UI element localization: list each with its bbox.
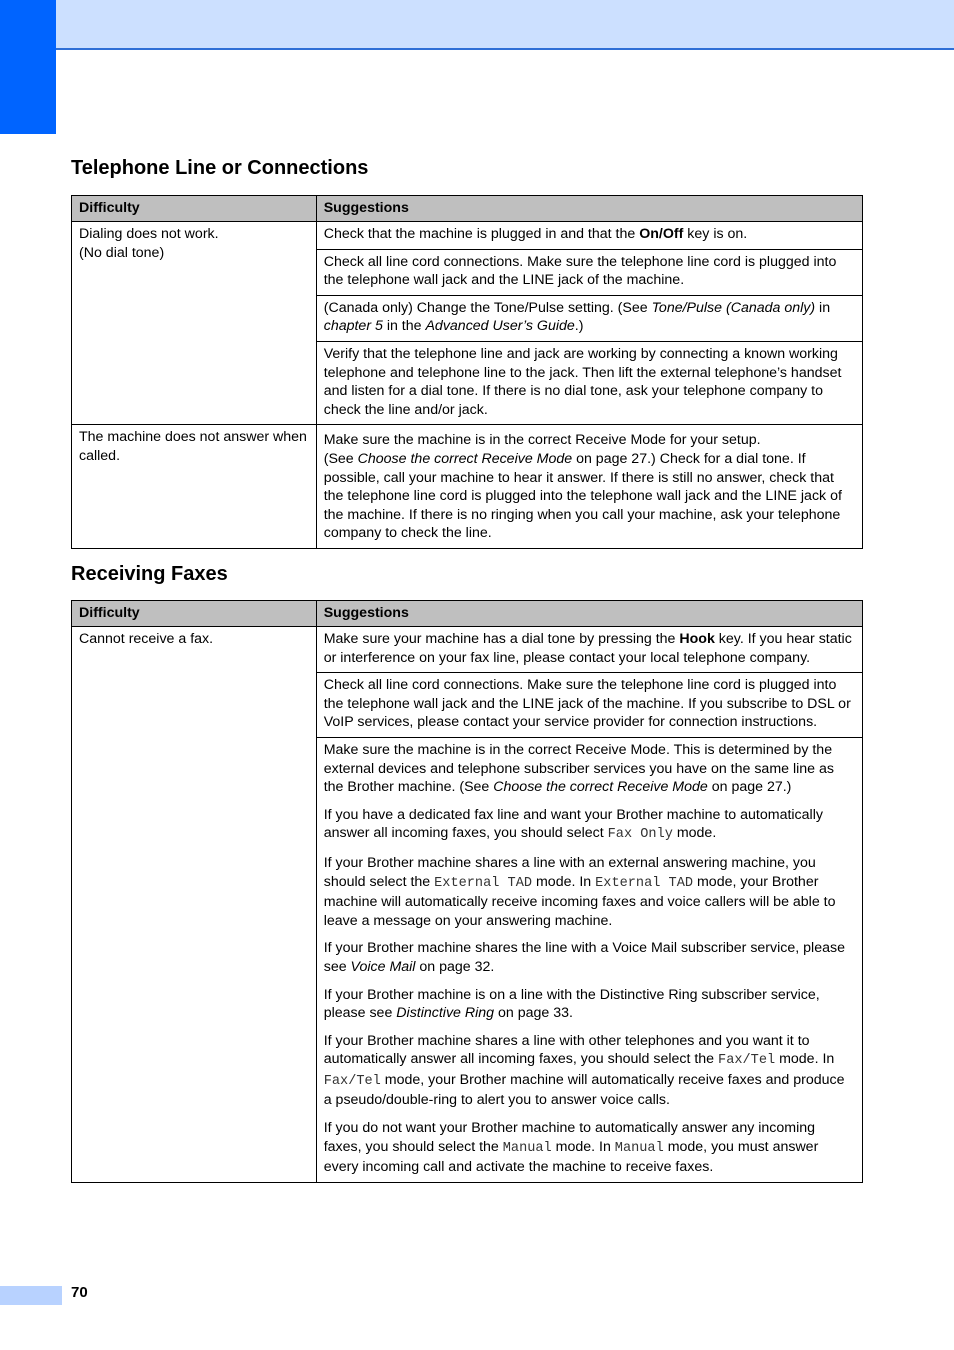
text: If you do not want your Brother machine to automatically answer any incoming faxes, you should select the: [323, 1120, 816, 1155]
column-header-difficulty: Difficulty: [72, 601, 317, 627]
text: on page 33.: [494, 1005, 573, 1022]
suggestion-cell: [316, 627, 862, 673]
text: mode. In: [532, 873, 596, 890]
section-title-telephone: Telephone Line or Connections: [71, 157, 369, 179]
reference: chapter 5: [323, 318, 383, 335]
text: Make sure your machine has a dial tone by pressing the: [323, 631, 680, 647]
suggestion-cell: Verify that the telephone line and jack are working by connecting a known working telephone and telephone line to the jack. Then lift the external telephone’s handset and listen for a dial tone. If there is no dial tone, ask your telephone company to check the line and/or jack.: [316, 341, 862, 424]
text: If your Brother machine shares the line with a Voice Mail subscriber service, please see: [323, 940, 845, 975]
text: If you have a dedicated fax line and want your Brother machine to automatically answer all incoming faxes, you should select: [323, 806, 823, 842]
text: mode. In: [551, 1138, 615, 1155]
suggestion-cell: [316, 295, 862, 341]
suggestion-cell: [316, 222, 862, 250]
text: .): [574, 318, 584, 335]
text: on page 27.) Check for a dial tone. If possible, call your machine to hear it answer. If there is still no answer, check that the telephone line cord is plugged into the telephone wall jack and the LINE jack of the machine. If there is no ringing when you call your machine, ask your telephone company to check the line.: [323, 450, 842, 542]
text: If your Brother machine shares a line with other telephones and you want it to automatically answer all incoming faxes, you should select the: [323, 1032, 810, 1068]
reference: Distinctive Ring: [396, 1005, 495, 1022]
suggestion-cell: Check all line cord connections. Make sure the telephone line cord is plugged into the telephone wall jack and the LINE jack of the machine.: [316, 249, 862, 295]
suggestion-cell: [316, 425, 862, 549]
paragraph: [324, 939, 856, 976]
page-number-tab: [0, 1286, 62, 1305]
text: If your Brother machine shares a line with an external answering machine, you should select the: [323, 854, 816, 890]
key-name: Hook: [679, 631, 715, 647]
table-row: [72, 222, 863, 250]
reference: Advanced User’s Guide: [425, 318, 575, 335]
mode-name: External TAD: [595, 875, 694, 891]
text: key. If you hear static or interference on your fax line, please contact your local telephone company.: [323, 631, 852, 666]
suggestion-cell: Check all line cord connections. Make sure the telephone line cord is plugged into the telephone wall jack and the LINE jack of the machine. If you subscribe to DSL or VoIP services, please contact your service provider for connection instructions.: [316, 673, 862, 738]
mode-name: Fax/Tel: [718, 1053, 776, 1069]
header-band: [0, 0, 954, 50]
difficulty-cell: The machine does not answer when called.: [72, 425, 317, 549]
text: on page 27.): [707, 779, 792, 796]
column-header-difficulty: Difficulty: [72, 196, 317, 222]
telephone-troubleshooting-table: [71, 195, 863, 549]
text: mode, your Brother machine will automatically receive faxes and produce a pseudo/double-ring to alert you to answer voice calls.: [323, 1071, 845, 1109]
text: Make sure the machine is in the correct Receive Mode for your setup.: [323, 432, 761, 449]
text: key is on.: [683, 226, 748, 242]
table-header-row: [72, 601, 863, 627]
column-header-suggestions: Suggestions: [316, 601, 862, 627]
mode-name: External TAD: [434, 875, 533, 891]
text-block: [324, 450, 856, 543]
mode-name: Manual: [502, 1140, 552, 1156]
reference: Voice Mail: [350, 958, 416, 975]
table-header-row: [72, 196, 863, 222]
reference: Choose the correct Receive Mode: [493, 779, 708, 796]
section-title-receiving: Receiving Faxes: [71, 563, 228, 585]
reference: Tone/Pulse (Canada only): [651, 299, 816, 316]
table-row: [72, 425, 863, 549]
text: on page 32.: [415, 958, 495, 975]
text: Make sure the machine is in the correct Receive Mode. This is determined by the external devices and telephone subscriber services you have on the same line as the Brother machine. (See: [323, 741, 834, 796]
chapter-tab: [0, 0, 56, 134]
paragraph: [324, 986, 856, 1023]
paragraph: [324, 1032, 856, 1110]
text: mode, your Brother machine will automatically receive incoming faxes and voice callers will be able to leave a message on your answering machine.: [323, 873, 836, 929]
text: If your Brother machine is on a line with the Distinctive Ring subscriber service, please see: [323, 986, 820, 1022]
paragraph: [324, 1119, 856, 1177]
text: Check that the machine is plugged in and that the: [323, 226, 640, 242]
text: mode, you must answer every incoming call and activate the machine to receive faxes.: [323, 1138, 819, 1176]
difficulty-cell: Cannot receive a fax.: [72, 627, 317, 1183]
mode-name: Fax/Tel: [323, 1073, 381, 1089]
reference: Choose the correct Receive Mode: [357, 450, 573, 467]
mode-name: Manual: [614, 1140, 664, 1156]
paragraph: [324, 854, 856, 930]
column-header-suggestions: Suggestions: [316, 196, 862, 222]
text: mode. In: [775, 1051, 835, 1068]
text: in: [815, 299, 831, 316]
paragraph: [324, 806, 856, 845]
text: in the: [382, 318, 426, 335]
difficulty-text: Dialing does not work.: [79, 226, 219, 242]
key-name: On/Off: [639, 226, 684, 242]
text: (Canada only) Change the Tone/Pulse setting. (See: [323, 299, 652, 316]
text: (See: [323, 450, 358, 467]
difficulty-cell: [72, 222, 317, 425]
difficulty-text: (No dial tone): [79, 244, 165, 261]
text: mode.: [672, 825, 717, 842]
mode-name: Fax Only: [607, 827, 673, 843]
suggestion-cell: [316, 737, 862, 1182]
paragraph: [324, 741, 856, 797]
table-row: [72, 627, 863, 673]
page-number: 70: [71, 1284, 88, 1301]
receiving-troubleshooting-table: [71, 600, 863, 1183]
